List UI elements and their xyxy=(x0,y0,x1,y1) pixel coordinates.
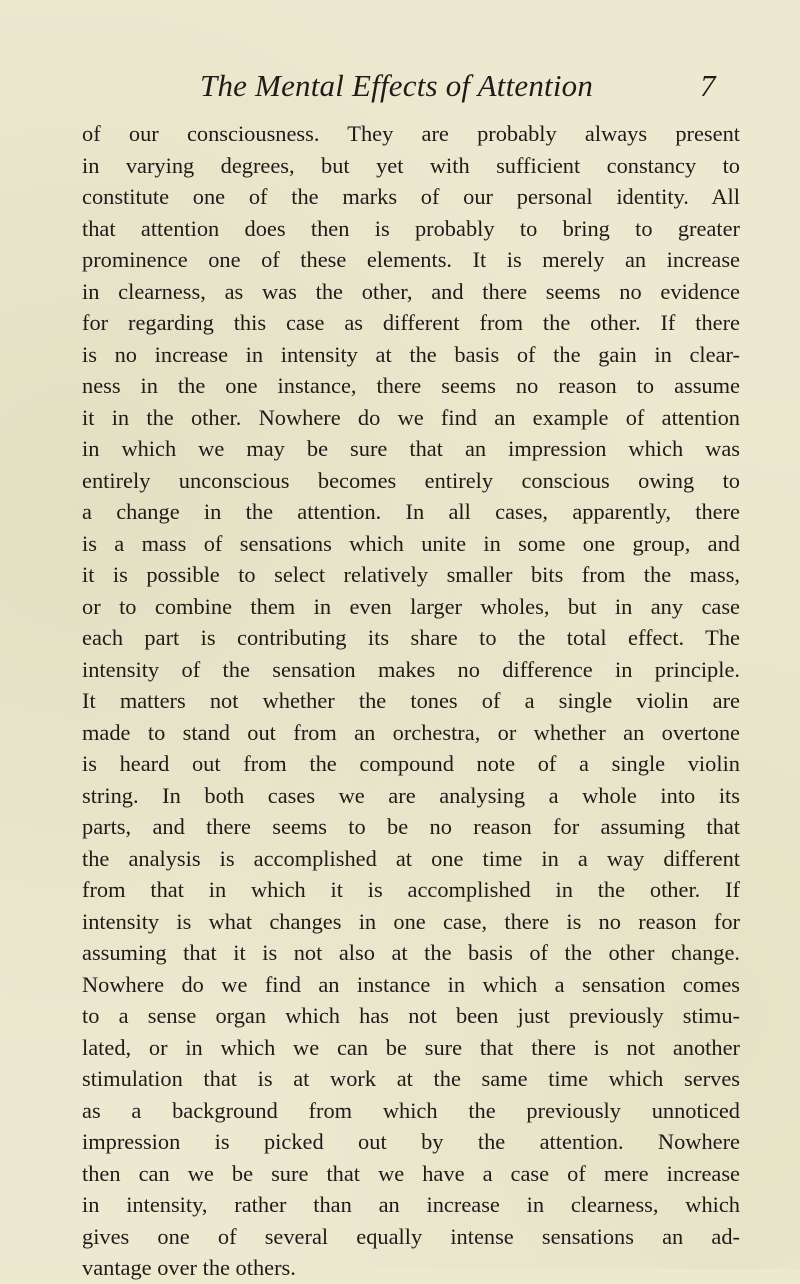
text-line: intensity is what changes in one case, there is no reason for xyxy=(82,908,740,934)
text-line: Nowhere do we find an instance in which a sensation comes xyxy=(82,971,740,997)
text-line: the analysis is accomplished at one time in a way different xyxy=(82,845,740,871)
text-line: is heard out from the compound note of a single violin xyxy=(82,751,740,776)
text-line: in varying degrees, but yet with sufficient constancy to xyxy=(82,152,740,178)
text-line: each part is contributing its share to the total effect. The xyxy=(82,625,740,650)
text-line: a change in the attention. In all cases, apparently, there xyxy=(82,499,740,524)
text-line: ness in the one instance, there seems no reason to assume xyxy=(82,373,740,398)
text-line: impression is picked out by the attention. Nowhere xyxy=(82,1129,740,1154)
text-line: as a background from which the previously unnoticed xyxy=(82,1097,740,1123)
text-line: constitute one of the marks of our personal identity. All xyxy=(82,184,740,209)
text-line: It matters not whether the tones of a single violin are xyxy=(82,688,740,713)
text-line: of our consciousness. They are probably always present xyxy=(82,121,740,146)
page-number: 7 xyxy=(700,68,716,103)
running-title: The Mental Effects of Attention xyxy=(200,68,594,103)
text-line: prominence one of these elements. It is merely an increase xyxy=(82,247,740,272)
text-line: string. In both cases we are analysing a whole into its xyxy=(82,782,740,808)
text-line: that attention does then is probably to bring to greater xyxy=(82,215,740,241)
text-line: stimulation that is at work at the same time which serves xyxy=(82,1066,740,1091)
running-head xyxy=(0,68,800,108)
text-line: is a mass of sensations which unite in some one group, and xyxy=(82,530,740,556)
text-line: lated, or in which we can be sure that there is not another xyxy=(82,1034,740,1060)
text-line: vantage over the others. xyxy=(82,1255,296,1280)
text-line: it in the other. Nowhere do we find an example of attention xyxy=(82,404,740,430)
text-line: assuming that it is not also at the basis of the other change. xyxy=(82,940,740,965)
text-line: parts, and there seems to be no reason for assuming that xyxy=(82,814,740,839)
text-line: to a sense organ which has not been just previously stimu- xyxy=(82,1003,740,1028)
text-line: in clearness, as was the other, and there seems no evidence xyxy=(82,278,740,304)
body-paragraph xyxy=(82,118,740,1284)
text-line: in intensity, rather than an increase in clearness, which xyxy=(82,1192,740,1217)
text-line: gives one of several equally intense sensations an ad- xyxy=(82,1223,740,1249)
text-line: entirely unconscious becomes entirely conscious owing to xyxy=(82,467,740,493)
text-line: then can we be sure that we have a case of mere increase xyxy=(82,1160,740,1186)
text-line: intensity of the sensation makes no difference in principle. xyxy=(82,656,740,682)
text-line: in which we may be sure that an impression which was xyxy=(82,436,740,461)
text-line: is no increase in intensity at the basis of the gain in clear- xyxy=(82,341,740,367)
text-line: for regarding this case as different from the other. If there xyxy=(82,310,740,335)
text-line: it is possible to select relatively smaller bits from the mass, xyxy=(82,562,740,587)
text-line: or to combine them in even larger wholes, but in any case xyxy=(82,593,740,619)
text-line: made to stand out from an orchestra, or whether an overtone xyxy=(82,719,740,745)
text-line: from that in which it is accomplished in the other. If xyxy=(82,877,740,902)
